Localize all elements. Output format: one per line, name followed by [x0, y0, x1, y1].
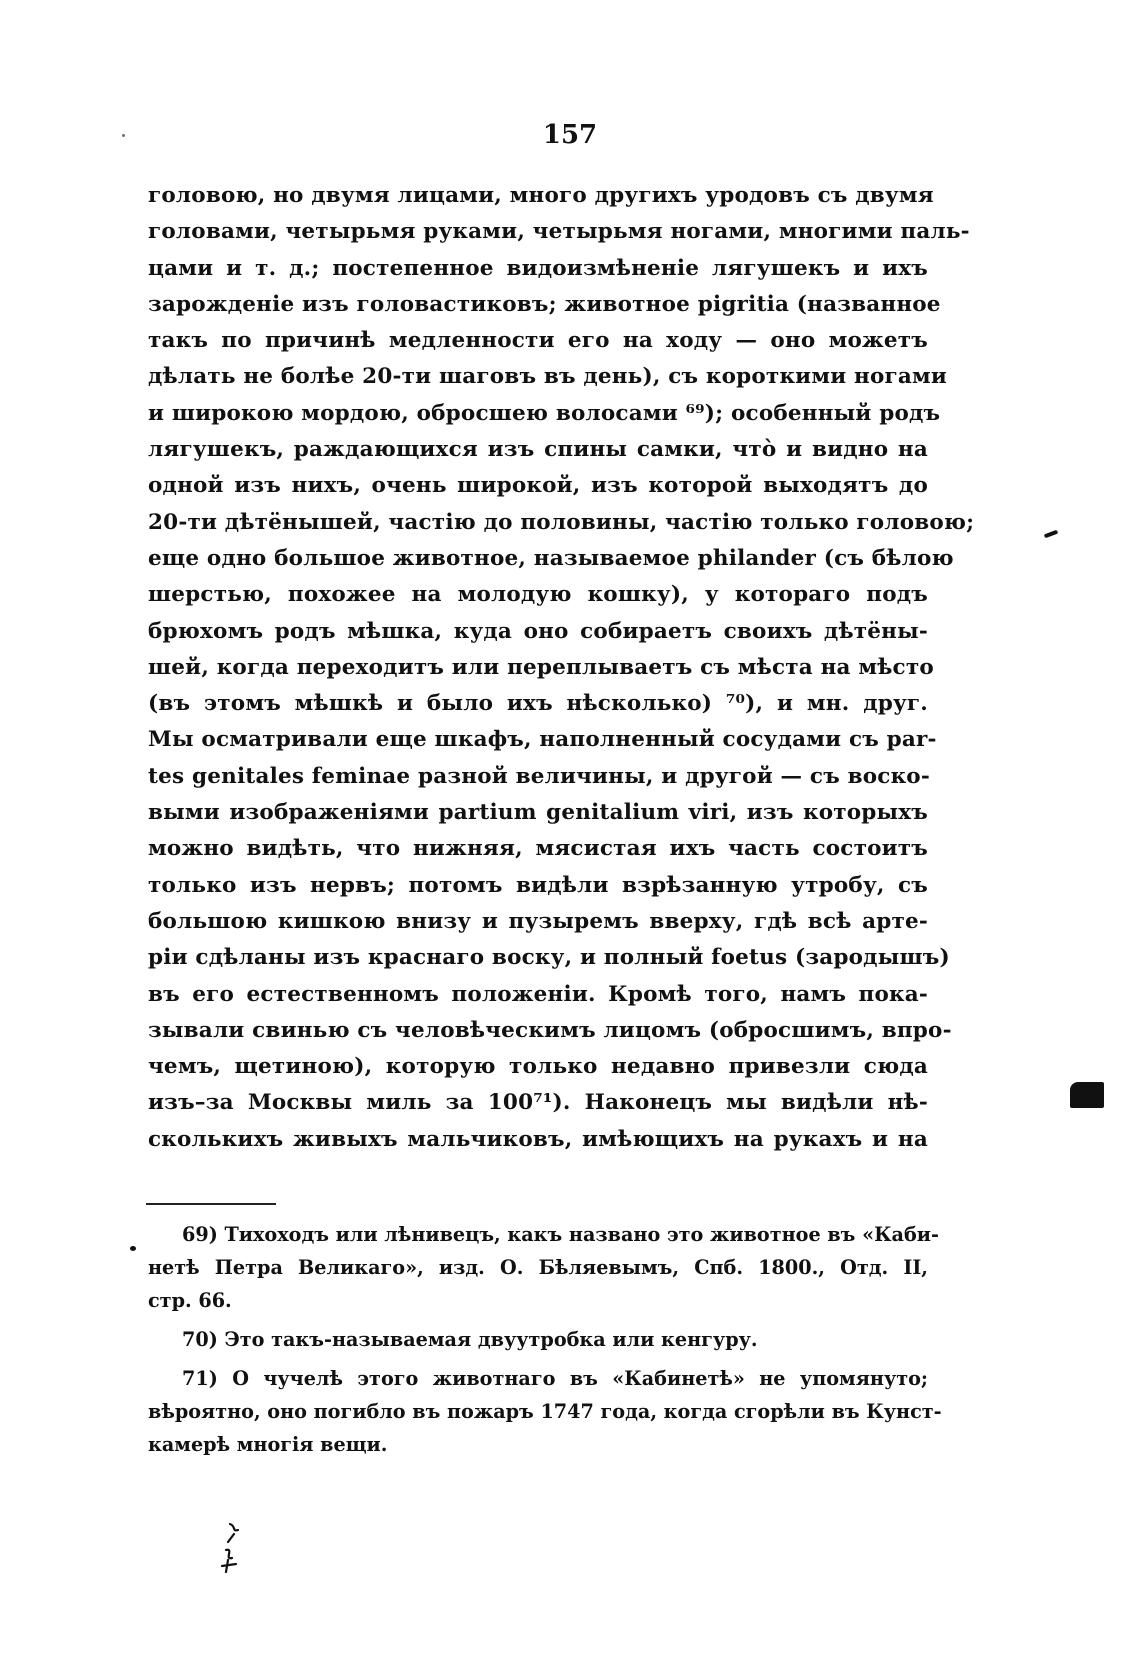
body-line: (въ этомъ мѣшкѣ и было ихъ нѣсколько) ⁷⁰), и мн. друг.	[148, 691, 928, 717]
body-line: tes genitales feminae разной величины, и другой — съ воско-	[148, 763, 930, 789]
body-line: сколькихъ живыхъ мальчиковъ, имѣющихъ на рукахъ и на	[148, 1126, 928, 1152]
body-line: только изъ нервъ; потомъ видѣли взрѣзанную утробу, съ	[148, 872, 928, 898]
body-line: головами, четырьмя руками, четырьмя ногами, многими паль-	[148, 219, 970, 245]
footnote-line: стр. 66.	[148, 1289, 232, 1312]
body-line: такъ по причинѣ медленности его на ходу — оно можетъ	[148, 328, 928, 354]
footnote-69	[148, 1218, 939, 1317]
body-line: брюхомъ родъ мѣшка, куда оно собираетъ своихъ дѣтёны-	[148, 618, 928, 644]
body-line: можно видѣть, что нижняя, мясистая ихъ часть состоитъ	[148, 836, 928, 862]
body-text	[148, 178, 975, 1158]
footnote-71	[148, 1362, 942, 1461]
footnote-line: нетѣ Петра Великаго», изд. О. Бѣляевымъ, Спб. 1800., Отд. II,	[148, 1256, 928, 1279]
body-line: ріи сдѣланы изъ краснаго воску, и полный foetus (зародышъ)	[148, 945, 950, 971]
footnote-separator	[146, 1203, 276, 1205]
body-line: изъ–за Москвы миль за 100⁷¹). Наконецъ мы видѣли нѣ-	[148, 1090, 928, 1116]
body-line: зарожденіе изъ головастиковъ; животное pigritia (названное	[148, 291, 941, 317]
footnote-line: 69) Тихоходъ или лѣнивецъ, какъ названо это животное въ «Каби-	[182, 1223, 939, 1246]
footnote-70	[148, 1323, 928, 1356]
page-number: 157	[542, 120, 598, 150]
body-line: шерстью, похожее на молодую кошку), у котораго подъ	[148, 582, 928, 608]
body-line: лягушекъ, раждающихся изъ спины самки, что̀ и видно на	[148, 437, 928, 463]
body-line: цами и т. д.; постепенное видоизмѣненіе лягушекъ и ихъ	[148, 255, 928, 281]
ink-scribble-mark	[212, 1520, 252, 1576]
body-line: и широкою мордою, обросшею волосами ⁶⁹); особенный родъ	[148, 400, 941, 426]
body-line: шей, когда переходитъ или переплываетъ съ мѣста на мѣсто	[148, 654, 934, 680]
footnote-line: вѣроятно, оно погибло въ пожаръ 1747 года, когда сгорѣли въ Кунст-	[148, 1400, 942, 1423]
body-line: въ его естественномъ положеніи. Кромѣ того, намъ пока-	[148, 981, 928, 1007]
body-line: зывали свинью съ человѣческимъ лицомъ (обросшимъ, впро-	[148, 1017, 952, 1043]
footnote-line: камерѣ многія вещи.	[148, 1433, 388, 1456]
body-line: выми изображеніями partium genitalium viri, изъ которыхъ	[148, 800, 928, 826]
scan-mark-block	[1070, 1082, 1104, 1108]
scan-mark-dot	[130, 1246, 136, 1251]
body-line: дѣлать не болѣе 20-ти шаговъ въ день), съ короткими ногами	[148, 364, 948, 390]
body-line: одной изъ нихъ, очень широкой, изъ которой выходятъ до	[148, 473, 928, 499]
body-line: чемъ, щетиною), которую только недавно привезли сюда	[148, 1054, 928, 1080]
scan-mark-dash	[1044, 530, 1059, 539]
body-line: еще одно большое животное, называемое philander (съ бѣлою	[148, 545, 954, 571]
footnote-line: 70) Это такъ-называемая двуутробка или кенгуру.	[182, 1328, 758, 1351]
body-line: головою, но двумя лицами, много другихъ уродовъ съ двумя	[148, 183, 934, 208]
footnote-line: 71) О чучелѣ этого животнаго въ «Кабинетѣ» не упомянуто;	[182, 1367, 928, 1390]
footnotes	[148, 1218, 942, 1461]
body-line: Мы осматривали еще шкафъ, наполненный сосудами съ par-	[148, 727, 937, 753]
body-line: большою кишкою внизу и пузыремъ вверху, гдѣ всѣ арте-	[148, 908, 928, 934]
body-line: 20-ти дѣтёнышей, частію до половины, частію только головою;	[148, 509, 975, 535]
scan-mark-dot	[122, 134, 125, 137]
